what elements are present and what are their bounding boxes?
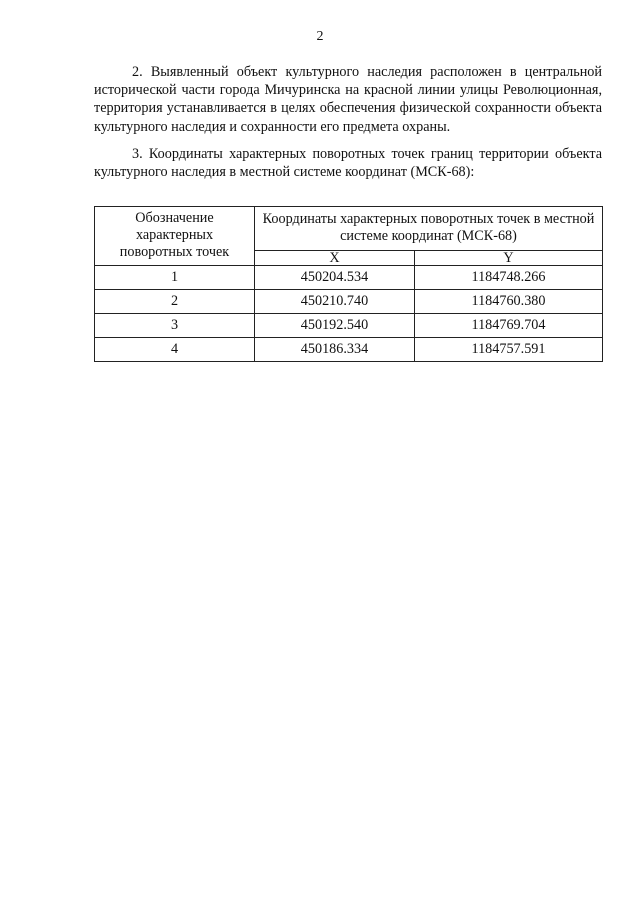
cell-point: 2 bbox=[95, 290, 255, 314]
header-point-designation: Обозначение характерных поворотных точек bbox=[95, 207, 255, 266]
cell-y: 1184748.266 bbox=[415, 266, 603, 290]
table-row bbox=[95, 290, 603, 314]
coordinates-table bbox=[94, 206, 603, 362]
cell-y: 1184769.704 bbox=[415, 314, 603, 338]
table-row bbox=[95, 266, 603, 290]
cell-point: 1 bbox=[95, 266, 255, 290]
header-coordinates: Координаты характерных поворотных точек в местной системе координат (МСК-68) bbox=[255, 207, 603, 251]
document-body bbox=[94, 63, 602, 181]
cell-x: 450210.740 bbox=[255, 290, 415, 314]
cell-x: 450192.540 bbox=[255, 314, 415, 338]
cell-point: 4 bbox=[95, 338, 255, 362]
table-row bbox=[95, 338, 603, 362]
header-y: Y bbox=[415, 251, 603, 266]
page-number: 2 bbox=[316, 29, 324, 44]
cell-point: 3 bbox=[95, 314, 255, 338]
paragraph-location: 2. Выявленный объект культурного наследия расположен в центральной исторической части города Мичуринска на красной линии улицы Революционная, территория устанавливается в целях обеспечения физической сохранности объекта культурного наследия и сохранности его предмета охраны. bbox=[94, 64, 602, 135]
paragraph-coordinates-intro: 3. Координаты характерных поворотных точек границ территории объекта культурного наследия в местной системе координат (МСК-68): bbox=[94, 145, 602, 181]
cell-y: 1184760.380 bbox=[415, 290, 603, 314]
table-row bbox=[95, 314, 603, 338]
cell-y: 1184757.591 bbox=[415, 338, 603, 362]
header-x: X bbox=[255, 251, 415, 266]
cell-x: 450186.334 bbox=[255, 338, 415, 362]
cell-x: 450204.534 bbox=[255, 266, 415, 290]
